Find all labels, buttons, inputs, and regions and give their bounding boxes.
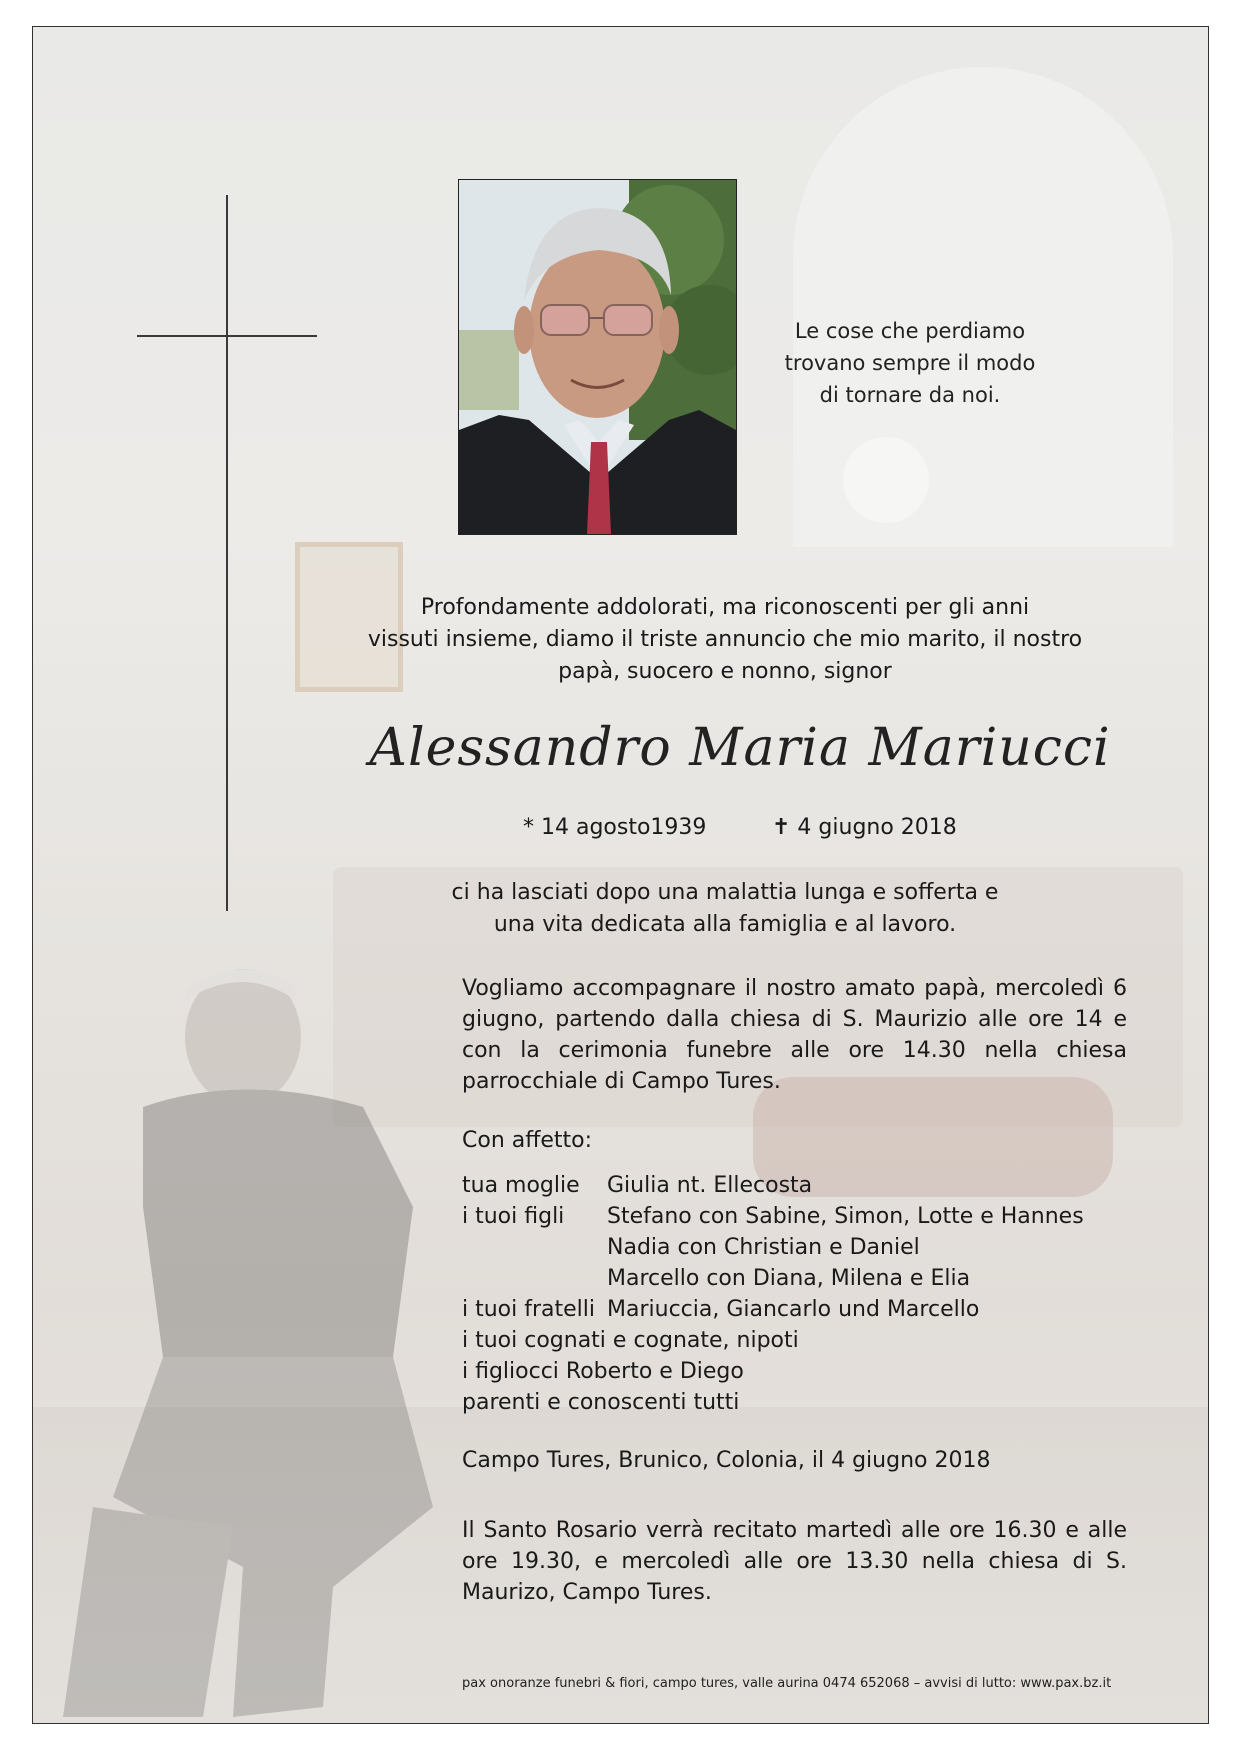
announcement-intro xyxy=(330,592,1120,688)
deceased-name: Alessandro Maria Mariucci xyxy=(369,718,1111,778)
list-item: i figliocci Roberto e Diego xyxy=(462,1359,744,1384)
list-item xyxy=(462,1201,1162,1232)
quote-line: di tornare da noi. xyxy=(819,383,1001,407)
list-item xyxy=(462,1170,1162,1201)
family-names: Nadia con Christian e Daniel xyxy=(607,1235,920,1260)
list-item: parenti e conoscenti tutti xyxy=(462,1390,740,1415)
family-role: tua moglie xyxy=(462,1173,580,1198)
family-role: i tuoi figli xyxy=(462,1204,565,1229)
family-role-empty xyxy=(462,1232,607,1263)
passing-line: ci ha lasciati dopo una malattia lunga e sofferta e xyxy=(451,880,999,905)
family-names: Giulia nt. Ellecosta xyxy=(607,1173,813,1198)
family-names: Marcello con Diana, Milena e Elia xyxy=(607,1266,971,1291)
footer-funeral-home: pax onoranze funebri & fiori, campo tures, valle aurina 0474 652068 – avvisi di lutto: www.pax.bz.it xyxy=(462,1676,1112,1691)
cross-icon-bar xyxy=(137,335,317,337)
family-names: Mariuccia, Giancarlo und Marcello xyxy=(607,1297,980,1322)
death-date: ✝ 4 giugno 2018 xyxy=(772,815,957,840)
list-item: i tuoi cognati e cognate, nipoti xyxy=(462,1328,799,1353)
family-role-empty xyxy=(462,1263,607,1294)
family-list xyxy=(462,1170,1162,1418)
affection-heading: Con affetto: xyxy=(462,1128,593,1153)
passing-line: una vita dedicata alla famiglia e al lavoro. xyxy=(493,912,957,937)
place-and-date: Campo Tures, Brunico, Colonia, il 4 giugno 2018 xyxy=(462,1448,991,1473)
rosary-details: Il Santo Rosario verrà recitato martedì alle ore 16.30 e alle ore 19.30, e mercoledì alle ore 13.30 nella chiesa di S. Maurizo, Campo Tures. xyxy=(462,1518,1127,1605)
quote-line: Le cose che perdiamo xyxy=(794,319,1026,343)
intro-line: papà, suocero e nonno, signor xyxy=(558,659,892,684)
portrait-image xyxy=(459,180,736,534)
family-names: Stefano con Sabine, Simon, Lotte e Hannes xyxy=(607,1204,1084,1229)
list-item xyxy=(462,1294,1162,1325)
birth-date: * 14 agosto1939 xyxy=(523,815,707,840)
deceased-portrait xyxy=(458,179,737,535)
passing-text xyxy=(330,877,1120,941)
cross-icon xyxy=(226,195,228,911)
list-item xyxy=(462,1263,1162,1294)
funeral-details: Vogliamo accompagnare il nostro amato papà, mercoledì 6 giugno, partendo dalla chiesa di S. Maurizio alle ore 14 e con la cerimonia funebre alle ore 14.30 nella chiesa parrocchiale di Campo Tures. xyxy=(462,976,1127,1094)
list-item xyxy=(462,1232,1162,1263)
memorial-quote xyxy=(770,315,1050,411)
family-role: i tuoi fratelli xyxy=(462,1297,596,1322)
intro-line: vissuti insieme, diamo il triste annuncio che mio marito, il nostro xyxy=(367,627,1083,652)
intro-line: Profondamente addolorati, ma riconoscenti per gli anni xyxy=(420,595,1030,620)
quote-line: trovano sempre il modo xyxy=(784,351,1036,375)
